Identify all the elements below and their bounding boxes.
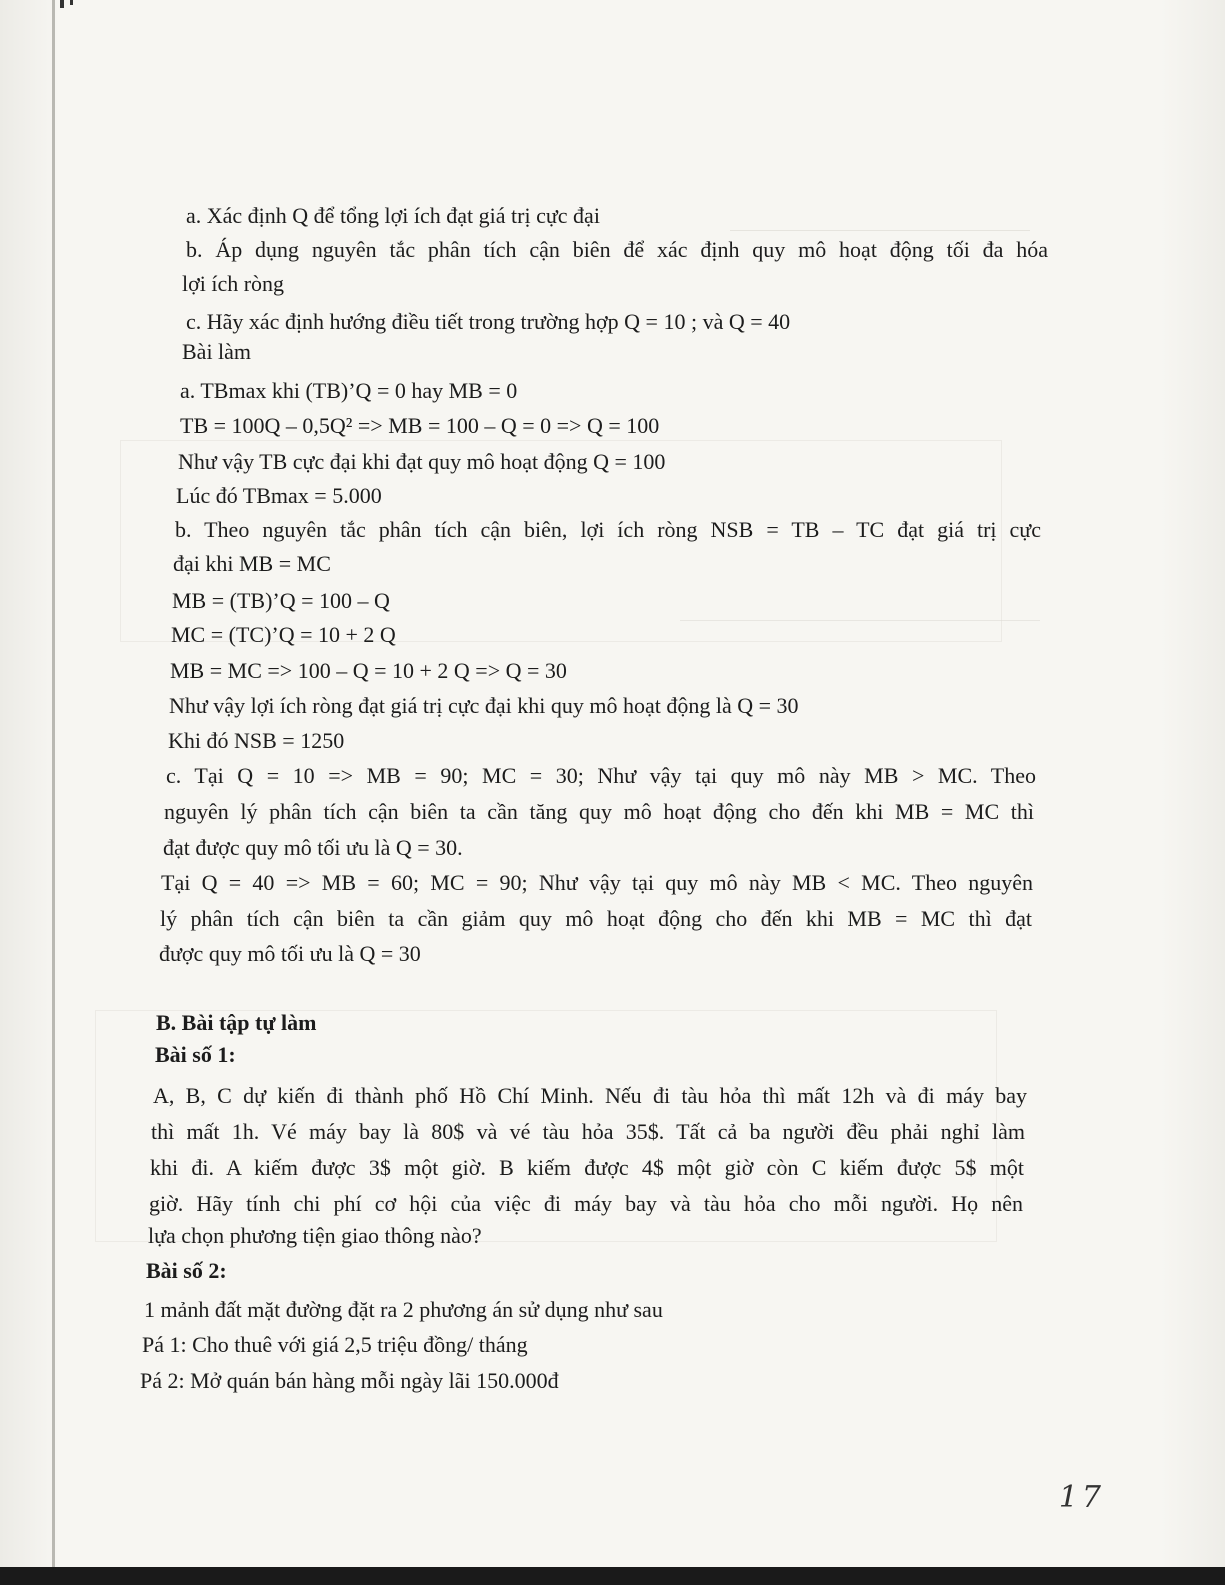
- answer-b-line4: MC = (TC)’Q = 10 + 2 Q: [171, 622, 396, 647]
- question-b-line1: b. Áp dụng nguyên tắc phân tích cận biên để xác định quy mô hoạt động tối đa hóa: [186, 237, 1048, 262]
- question-b-line2: lợi ích ròng: [182, 271, 285, 296]
- answer-c-line3: đạt được quy mô tối ưu là Q = 30.: [163, 835, 463, 860]
- page-number: 17: [1058, 1480, 1105, 1515]
- exercise-1-heading: Bài số 1:: [155, 1042, 236, 1067]
- exercise-1-line5: lựa chọn phương tiện giao thông nào?: [148, 1223, 482, 1248]
- exercise-1-line3: khi đi. A kiếm được 3$ một giờ. B kiếm được 4$ một giờ còn C kiếm được 5$ một: [150, 1155, 1024, 1180]
- answer-b-line3: MB = (TB)’Q = 100 – Q: [172, 588, 390, 613]
- exercise-2-line1: 1 mảnh đất mặt đường đặt ra 2 phương án sử dụng như sau: [144, 1297, 663, 1322]
- exercise-2-heading: Bài số 2:: [146, 1258, 227, 1283]
- section-b-heading: B. Bài tập tự làm: [156, 1010, 317, 1035]
- answer-a-line1: a. TBmax khi (TB)’Q = 0 hay MB = 0: [180, 378, 518, 403]
- exercise-1-line2: thì mất 1h. Vé máy bay là 80$ và vé tàu hỏa 35$. Tất cả ba người đều phải nghỉ làm: [151, 1119, 1025, 1144]
- page-left-edge: [52, 0, 55, 1585]
- exercise-1-line4: giờ. Hãy tính chi phí cơ hội của việc đi máy bay và tàu hỏa cho mỗi người. Họ nên: [149, 1191, 1023, 1216]
- exercise-1-line1: A, B, C dự kiến đi thành phố Hồ Chí Minh. Nếu đi tàu hỏa thì mất 12h và đi máy bay: [153, 1083, 1027, 1108]
- exercise-2-option1: Pá 1: Cho thuê với giá 2,5 triệu đồng/ tháng: [142, 1332, 528, 1357]
- solution-heading: Bài làm: [182, 339, 252, 364]
- answer-c-line5: lý phân tích cận biên ta cần giảm quy mô hoạt động cho đến khi MB = MC thì đạt: [160, 906, 1032, 931]
- answer-b-line1: b. Theo nguyên tắc phân tích cận biên, lợi ích ròng NSB = TB – TC đạt giá trị cực: [175, 517, 1041, 542]
- answer-a-line3: Như vậy TB cực đại khi đạt quy mô hoạt động Q = 100: [178, 449, 666, 474]
- answer-a-line4: Lúc đó TBmax = 5.000: [176, 483, 382, 508]
- answer-b-line2: đại khi MB = MC: [173, 551, 331, 576]
- answer-b-line7: Khi đó NSB = 1250: [168, 728, 345, 753]
- answer-a-line2: TB = 100Q – 0,5Q² => MB = 100 – Q = 0 => Q = 100: [180, 413, 660, 438]
- question-a: a. Xác định Q để tổng lợi ích đạt giá trị cực đại: [186, 203, 600, 228]
- answer-c-line1: c. Tại Q = 10 => MB = 90; MC = 30; Như vậy tại quy mô này MB > MC. Theo: [166, 763, 1036, 788]
- exercise-2-option2: Pá 2: Mở quán bán hàng mỗi ngày lãi 150.000đ: [140, 1368, 559, 1393]
- scan-mark: [70, 0, 73, 5]
- scan-bottom-border: [0, 1567, 1225, 1585]
- answer-b-line6: Như vậy lợi ích ròng đạt giá trị cực đại khi quy mô hoạt động là Q = 30: [169, 693, 799, 718]
- scan-mark: [60, 0, 64, 8]
- answer-c-line4: Tại Q = 40 => MB = 60; MC = 90; Như vậy tại quy mô này MB < MC. Theo nguyên: [161, 870, 1033, 895]
- answer-b-line5: MB = MC => 100 – Q = 10 + 2 Q => Q = 30: [170, 658, 567, 683]
- answer-c-line6: được quy mô tối ưu là Q = 30: [159, 941, 421, 966]
- question-c: c. Hãy xác định hướng điều tiết trong trường hợp Q = 10 ; và Q = 40: [186, 309, 791, 334]
- answer-c-line2: nguyên lý phân tích cận biên ta cần tăng quy mô hoạt động cho đến khi MB = MC thì: [164, 799, 1034, 824]
